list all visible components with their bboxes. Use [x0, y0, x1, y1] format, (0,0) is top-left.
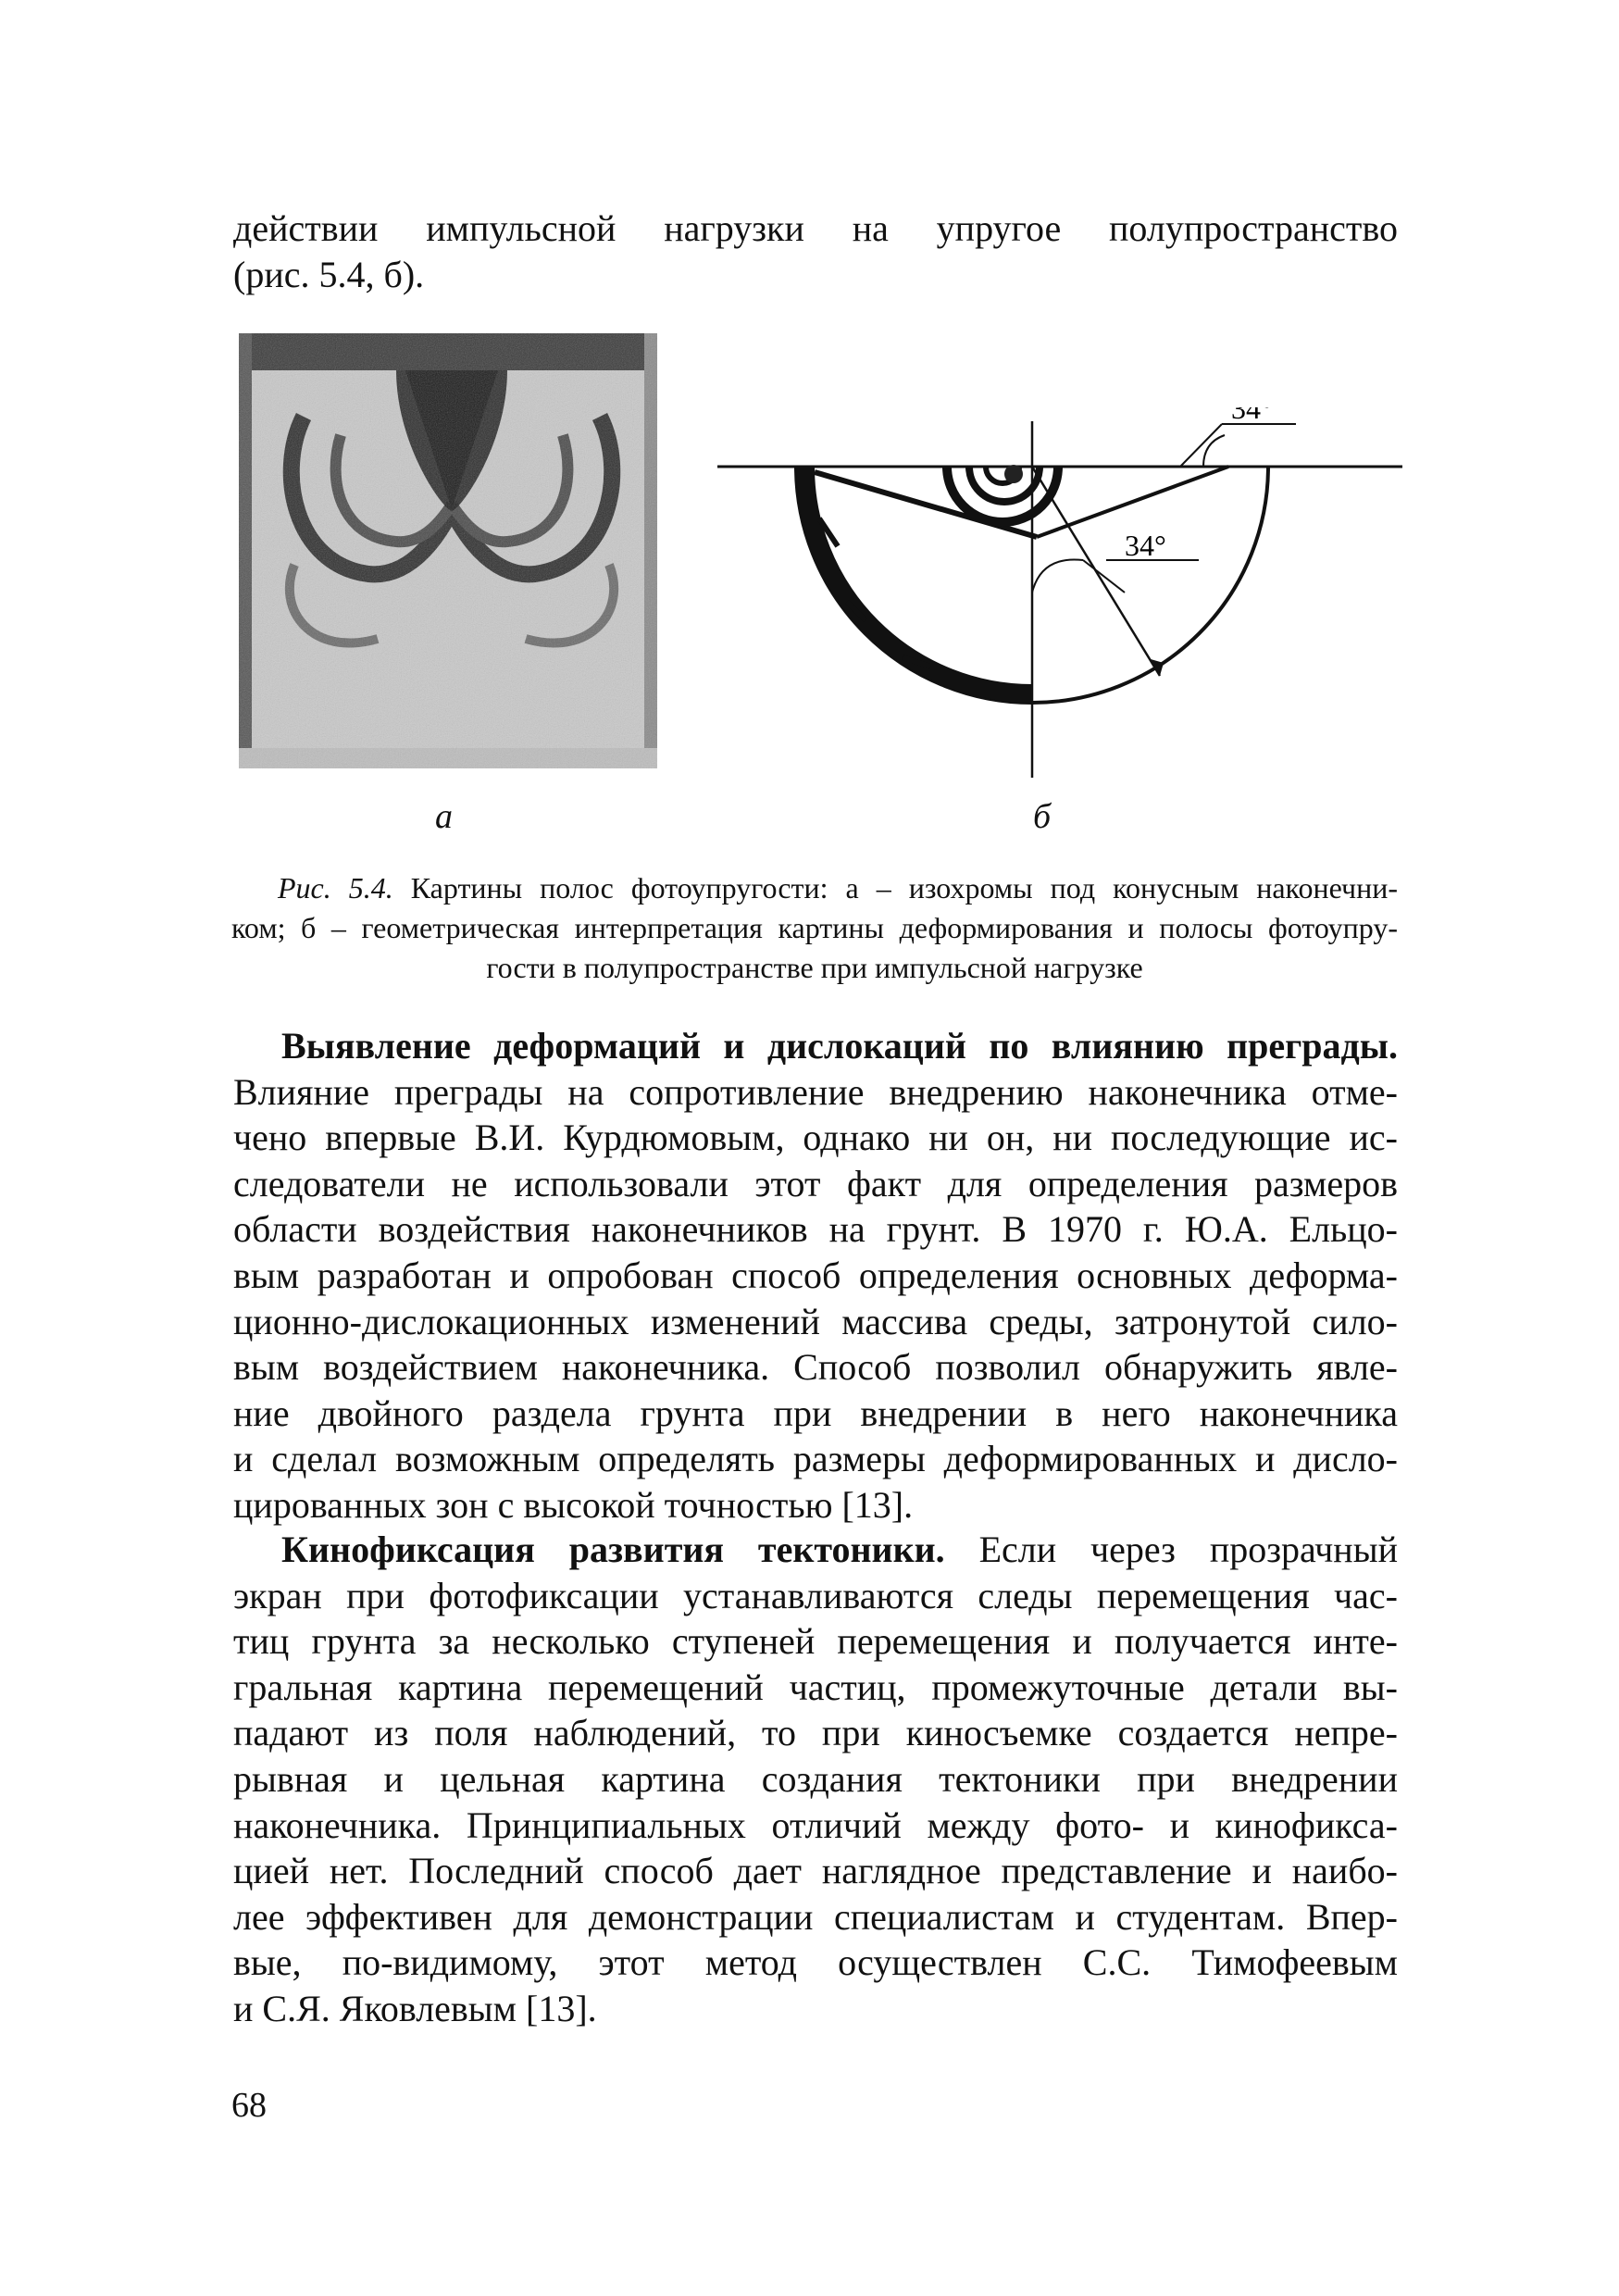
right-cone-line — [1037, 467, 1228, 537]
section2-first-rest: Если через прозрачный — [944, 1529, 1398, 1570]
section1-line: области воздействия наконечников на грунт. В 1970 г. Ю.А. Ельцо- — [233, 1208, 1398, 1251]
section1-line: вым воздействием наконечника. Способ позволил обнаружить явле- — [233, 1346, 1398, 1389]
angle-arc-inner — [1032, 559, 1083, 593]
section2-line: цией нет. Последний способ дает наглядное представление и наибо- — [233, 1850, 1398, 1892]
section2-line: тиц грунта за несколько ступеней перемещения и получается инте- — [233, 1620, 1398, 1663]
section2-line: экран при фотофиксации устанавливаются следы перемещения час- — [233, 1574, 1398, 1616]
section1-line: вым разработан и опробован способ определения основных деформа- — [233, 1254, 1398, 1296]
section2-first-line — [233, 1527, 1398, 1573]
caption-line-3: гости в полупространстве при импульсной нагрузке — [486, 951, 1143, 984]
geometric-interpretation-diagram — [717, 407, 1402, 778]
section2-line: и С.Я. Яковлевым [13]. — [233, 1987, 597, 2029]
caption-line-1 — [278, 868, 1398, 908]
figure-a-photo — [239, 333, 657, 768]
intro-line-1: действии импульсной нагрузки на упругое полупространство — [233, 207, 1398, 249]
angle-leader-top — [1180, 424, 1222, 467]
section1-line: чено впервые В.И. Курдюмовым, однако ни он, ни последующие ис- — [233, 1117, 1398, 1159]
apex-mark — [1004, 465, 1023, 483]
section1-heading-line — [233, 1023, 1398, 1069]
figure-label-b: б — [1033, 797, 1052, 836]
section2-line: вые, по-видимому, этот метод осуществлен С.С. Тимофеевым — [233, 1941, 1398, 1984]
section1-line: цированных зон с высокой точностью [13]. — [233, 1483, 914, 1526]
intro-line-2: (рис. 5.4, б). — [233, 253, 425, 295]
section1-line: Влияние преграды на сопротивление внедрению наконечника отме- — [233, 1070, 1398, 1113]
section1-line: следователи не использовали этот факт для определения размеров — [233, 1162, 1398, 1204]
section1-line: ние двойного раздела грунта при внедрении в него наконечника — [233, 1391, 1398, 1434]
section1-line: ционно-дислокационных изменений массива среды, затронутой сило- — [233, 1300, 1398, 1342]
figure-caption — [231, 868, 1399, 988]
angle-label-inner: 34° — [1125, 529, 1166, 562]
angle-label-top: 34° — [1231, 407, 1273, 425]
section2-line: рывная и цельная картина создания тектоники при внедрении — [233, 1757, 1398, 1800]
section-kinofixation — [233, 1527, 1398, 2032]
intro-paragraph — [233, 206, 1398, 297]
section2-heading: Кинофиксация развития тектоники. — [281, 1529, 945, 1570]
section1-heading: Выявление деформаций и дислокаций по влиянию преграды. — [281, 1025, 1398, 1067]
section2-line: падают из поля наблюдений, то при киносъемке создается непре- — [233, 1712, 1398, 1754]
section2-line: лее эффективен для демонстрации специалистам и студентам. Впер- — [233, 1895, 1398, 1938]
caption-text-1: Картины полос фотоупругости: а – изохромы под конусным наконечни- — [392, 871, 1399, 905]
figure-b-diagram — [717, 407, 1402, 778]
caption-line-2: ком; б – геометрическая интерпретация картины деформирования и полосы фотоупру- — [231, 911, 1398, 944]
photoelastic-image — [239, 333, 657, 768]
figure-label-a: а — [435, 797, 453, 836]
section1-line: и сделал возможным определять размеры деформированных и дисло- — [233, 1438, 1398, 1480]
page-number: 68 — [231, 2086, 267, 2125]
caption-prefix: Рис. 5.4. — [278, 871, 393, 905]
section-deformation — [233, 1023, 1398, 1529]
section2-line: гральная картина перемещений частиц, промежуточные детали вы- — [233, 1666, 1398, 1708]
section2-line: наконечника. Принципиальных отличий между фото- и кинофикса- — [233, 1803, 1398, 1846]
